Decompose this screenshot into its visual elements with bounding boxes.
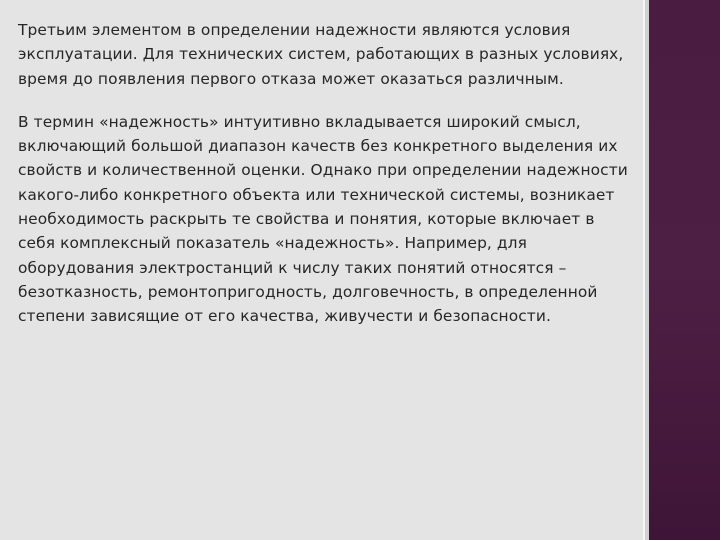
paragraph-reliability-term: В термин «надежность» интуитивно вкладывается широкий смысл, включающий большой диапазон качеств без конкретного выделения их свойств и количественной оценки. Однако при определении надежности какого-либо конкретного объекта или технической системы, возникает необходимость раскрыть те свойства и понятия, которые включает в себя комплексный показатель «надежность». Например, для оборудования электростанций к числу таких понятий относятся – безотказность, ремонтопригодность, долговечность, в определенной степени зависящие от его качества, живучести и безопасности. [18,112,628,326]
decorative-sidebar [649,0,720,540]
paragraph-operating-conditions: Третьим элементом в определении надежности являются условия эксплуатации. Для технических систем, работающих в разных условиях, время до появления первого отказа может оказаться различным. [18,21,624,88]
slide-text-body [18,18,630,348]
